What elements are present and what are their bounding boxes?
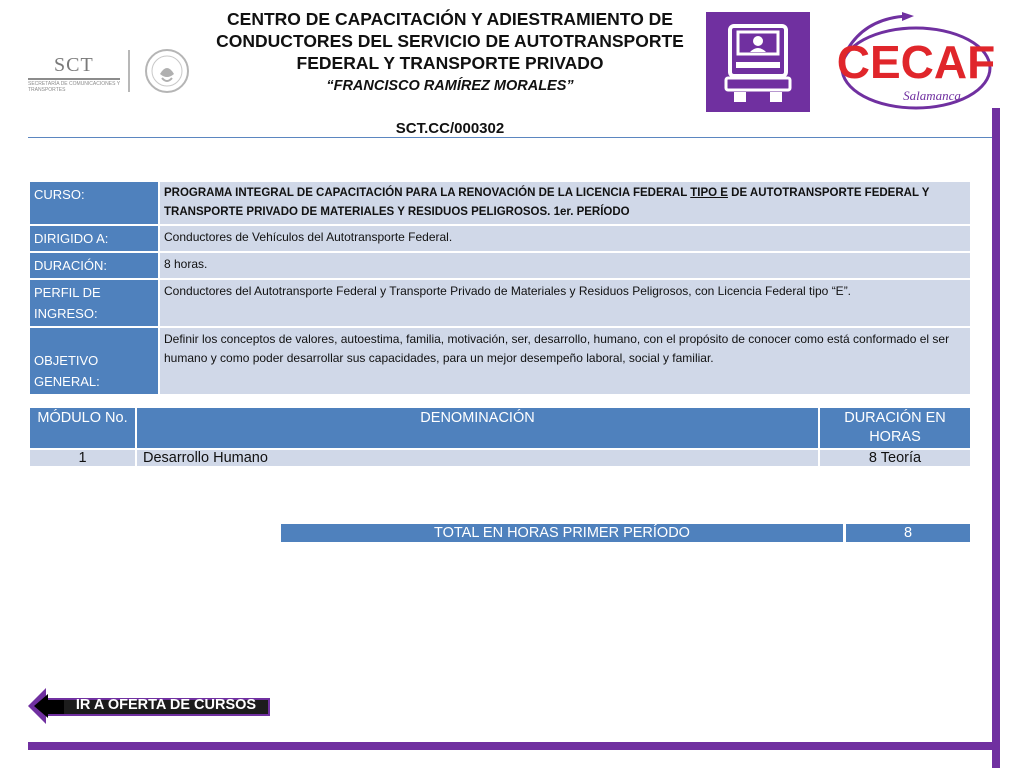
sct-logo	[24, 48, 124, 98]
modules-table	[28, 406, 972, 468]
objetivo-label: OBJETIVO GENERAL:	[30, 328, 158, 394]
duracion-label: DURACIÓN:	[30, 253, 158, 278]
header-title-block	[200, 8, 700, 94]
cecaf-logo-icon	[832, 12, 994, 112]
module-duration-header: DURACIÓN EN HORAS	[820, 408, 970, 448]
license-type-text: TIPO E	[690, 187, 728, 199]
page-subtitle: “FRANCISCO RAMÍREZ MORALES”	[326, 78, 574, 94]
page-title-line-1: CENTRO DE CAPACITACIÓN Y ADIESTRAMIENTO DE	[227, 9, 673, 29]
sct-logo-rule	[28, 78, 120, 80]
back-to-courses-button[interactable]	[26, 686, 274, 726]
page-title-line-2: CONDUCTORES DEL SERVICIO DE AUTOTRANSPORTE	[216, 31, 684, 51]
cecaf-logo-text: CECAF	[836, 36, 994, 88]
right-accent-bar	[992, 108, 1000, 768]
mexico-seal-icon	[144, 48, 190, 94]
logo-divider	[128, 50, 130, 92]
perfil-label: PERFIL DE INGRESO:	[30, 280, 158, 326]
module-number-cell: 1	[30, 450, 135, 466]
sct-logo-subtext: SECRETARÍA DE COMUNICACIONES Y TRANSPORTES	[28, 81, 120, 93]
module-name-header: DENOMINACIÓN	[137, 408, 818, 448]
info-row-perfil	[30, 280, 970, 326]
module-name-cell: Desarrollo Humano	[137, 450, 818, 466]
back-button-label: IR A OFERTA DE CURSOS	[75, 697, 257, 713]
bottom-accent-bar	[28, 742, 994, 750]
module-number-header: MÓDULO No.	[30, 408, 135, 448]
truck-logo-icon	[706, 12, 810, 112]
sct-logo-text: SCT	[54, 54, 94, 76]
module-duration-cell: 8 Teoría	[820, 450, 970, 466]
cecaf-logo-subtext: Salamanca	[903, 88, 961, 103]
info-row-objetivo	[30, 328, 970, 394]
curso-value-text-end: DE AUTOTRANSPORTE FEDERAL Y TRANSPORTE PRIVADO DE MATERIALES Y RESIDUOS PELIGROSOS. 1er. PERÍODO	[164, 187, 930, 218]
duracion-value: 8 horas.	[160, 253, 970, 278]
curso-value-text: PROGRAMA INTEGRAL DE CAPACITACIÓN PARA LA RENOVACIÓN DE LA LICENCIA FEDERAL	[164, 187, 691, 199]
info-row-dirigido	[30, 226, 970, 251]
dirigido-value: Conductores de Vehículos del Autotransporte Federal.	[160, 226, 970, 251]
perfil-value: Conductores del Autotransporte Federal y Transporte Privado de Materiales y Residuos Peligrosos, con Licencia Federal tipo “E”.	[160, 280, 970, 326]
cecaf-logo	[832, 12, 994, 112]
total-hours-label: TOTAL EN HORAS PRIMER PERÍODO	[281, 524, 843, 542]
info-row-duracion	[30, 253, 970, 278]
total-hours-row	[281, 524, 971, 542]
course-info-table	[28, 180, 972, 396]
page-title-line-3: FEDERAL Y TRANSPORTE PRIVADO	[296, 53, 604, 73]
objetivo-value: Definir los conceptos de valores, autoestima, familia, motivación, ser, desarrollo, humano, con el propósito de conocer como está conformado el ser humano y como poder desarrollar sus capacidades, para un mejor desempeño laboral, social y familiar.	[160, 328, 970, 394]
info-row-curso	[30, 182, 970, 224]
total-hours-value: 8	[846, 524, 970, 542]
curso-value	[160, 182, 970, 224]
dirigido-label: DIRIGIDO A:	[30, 226, 158, 251]
modules-header-row	[30, 408, 970, 448]
registration-code: SCT.CC/000302	[395, 120, 505, 137]
curso-label: CURSO:	[30, 182, 158, 224]
table-row	[30, 450, 970, 466]
header-divider	[28, 137, 994, 138]
